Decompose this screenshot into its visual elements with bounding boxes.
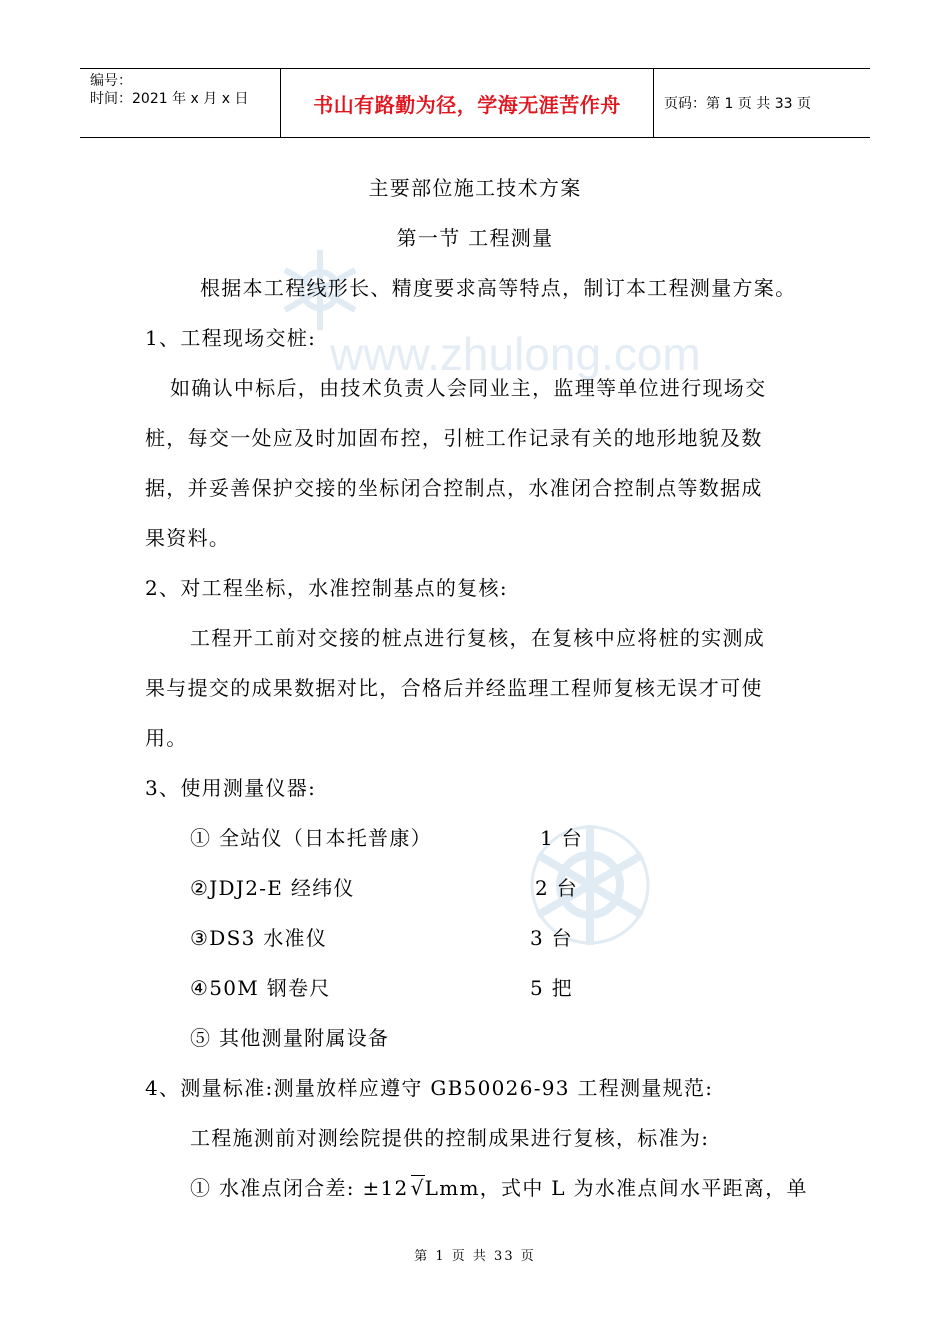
- header-page-info: 页码：第 1 页 共 33 页: [664, 96, 811, 112]
- formula-line: [190, 1172, 808, 1201]
- instrument-name: ① 全站仪（日本托普康）: [190, 826, 432, 850]
- sqrt-icon: √: [410, 1176, 425, 1200]
- paragraph-line: 果与提交的成果数据对比，合格后并经监理工程师复核无误才可使: [145, 676, 763, 700]
- instrument-qty: 1 台: [540, 826, 583, 850]
- header-meta: [80, 69, 280, 137]
- paragraph-line: 桩，每交一处应及时加固布控，引桩工作记录有关的地形地貌及数: [145, 426, 763, 450]
- page-header: [80, 68, 870, 138]
- instrument-name: ④50M 钢卷尺: [190, 976, 331, 1000]
- header-motto: 书山有路勤为径，学海无涯苦作舟: [280, 69, 654, 137]
- paragraph-line: 用。: [145, 726, 188, 750]
- section-2-heading: 2、对工程坐标，水准控制基点的复核:: [145, 576, 508, 600]
- paragraph-line: 如确认中标后，由技术负责人会同业主，监理等单位进行现场交: [170, 376, 767, 400]
- watermark-text: www.zhulong.com: [330, 328, 701, 380]
- section-1-heading: 1、工程现场交桩:: [145, 326, 317, 350]
- formula-text-start: ① 水准点闭合差: ±12: [190, 1176, 409, 1200]
- page-footer: 第 1 页 共 33 页: [414, 1249, 536, 1264]
- intro-paragraph: 根据本工程线形长、精度要求高等特点，制订本工程测量方案。: [200, 276, 797, 300]
- paragraph-line: 据，并妥善保护交接的坐标闭合控制点，水准闭合控制点等数据成: [145, 476, 763, 500]
- instrument-name: ③DS3 水准仪: [190, 926, 328, 950]
- paragraph-line: 工程开工前对交接的桩点进行复核，在复核中应将桩的实测成: [190, 626, 766, 650]
- instrument-qty: 5 把: [530, 976, 573, 1000]
- number-label: 编号：: [90, 73, 132, 89]
- time-label: 时间：2021 年 x 月 x 日: [90, 91, 249, 107]
- paragraph-line: 果资料。: [145, 526, 231, 550]
- section-3-heading: 3、使用测量仪器:: [145, 776, 317, 800]
- instrument-qty: 2 台: [535, 876, 578, 900]
- instrument-name: ⑤ 其他测量附属设备: [190, 1026, 390, 1050]
- section-heading: 第一节 工程测量: [396, 226, 554, 250]
- instrument-name: ②JDJ2-E 经纬仪: [190, 876, 355, 900]
- paragraph-line: 工程施测前对测绘院提供的控制成果进行复核，标准为:: [190, 1126, 710, 1150]
- document-title: 主要部位施工技术方案: [368, 176, 582, 200]
- instrument-qty: 3 台: [530, 926, 573, 950]
- formula-text-end: Lmm，式中 L 为水准点间水平距离，单: [424, 1176, 808, 1200]
- section-4-heading: 4、测量标准:测量放样应遵守 GB50026-93 工程测量规范:: [145, 1076, 714, 1100]
